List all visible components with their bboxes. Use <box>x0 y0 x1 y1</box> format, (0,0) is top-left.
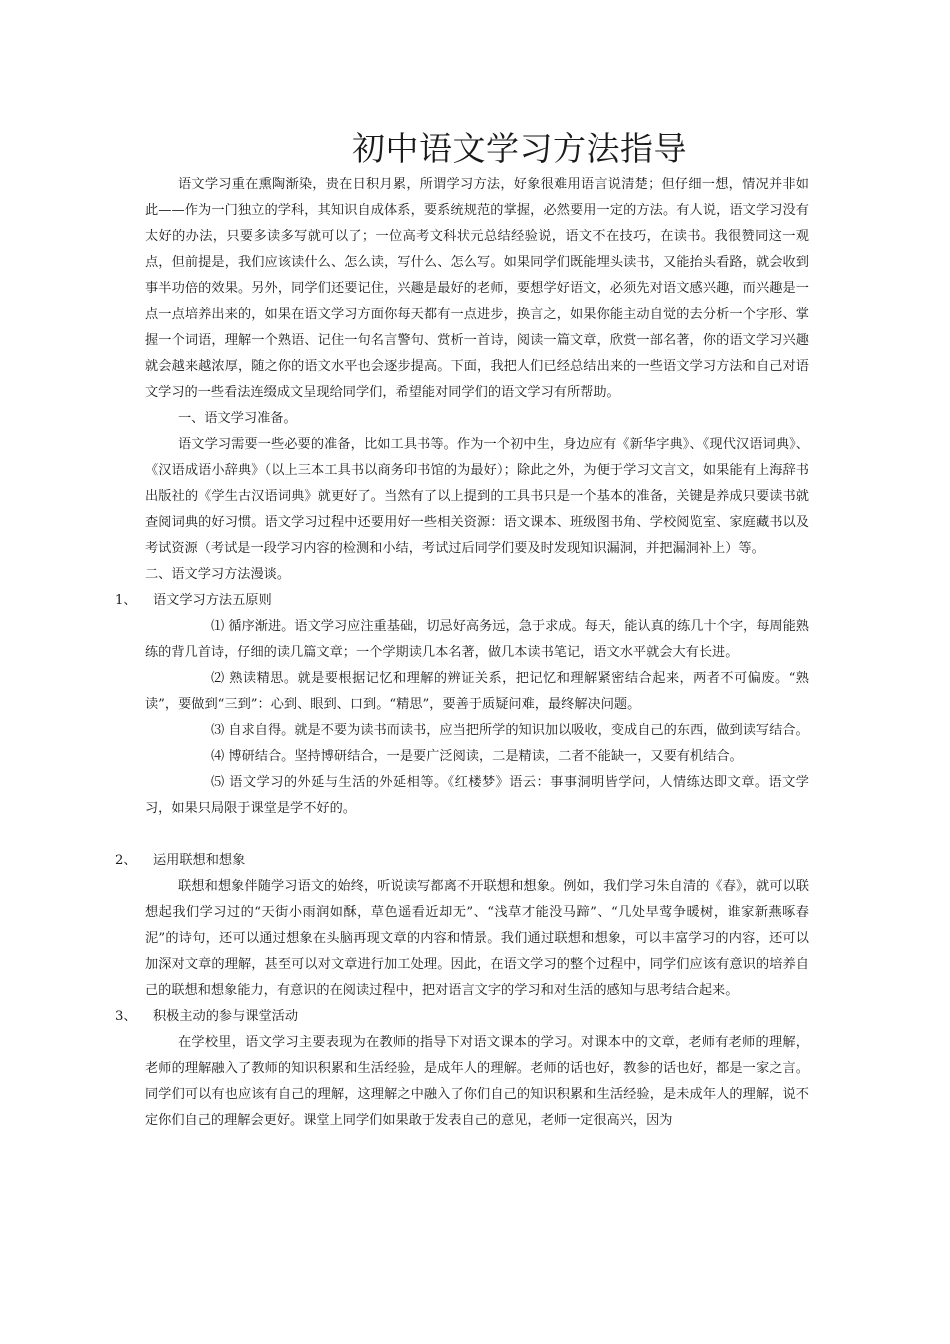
principle-1: ⑴ 循序渐进。语文学习应注重基础，切忌好高务远，急于求成。每天，能认真的练几十个字，每周能熟练的背几首诗，仔细的读几篇文章；一个学期读几本名著，做几本读书笔记，语文水平就会大有长进。 <box>145 619 809 660</box>
principle-4: ⑷ 博研结合。坚持博研结合，一是要广泛阅读，二是精读，二者不能缺一，又要有机结合。 <box>211 749 743 764</box>
principle-3: ⑶ 自求自得。就是不要为读书而读书，应当把所学的知识加以吸收，变成自己的东西，做到读写结合。 <box>211 723 809 738</box>
item2-heading-row <box>115 848 809 874</box>
item2-number: 2、 <box>115 853 137 868</box>
item2-paragraph: 联想和想象伴随学习语文的始终，听说读写都离不开联想和想象。例如，我们学习朱自清的《春》，就可以联想起我们学习过的“天街小雨润如酥，草色遥看近却无”、“浅草才能没马蹄”、“几处早莺争暖树，谁家新燕啄春泥”的诗句，还可以通过想象在头脑再现文章的内容和情景。我们通过联想和想象，可以丰富学习的内容，还可以加深对文章的理解，甚至可以对文章进行加工处理。因此，在语文学习的整个过程中，同学们应该有意识的培养自己的联想和想象能力，有意识的在阅读过程中，把对语言文字的学习和对生活的感知与思考结合起来。 <box>145 879 809 998</box>
section2-heading: 二、语文学习方法漫谈。 <box>145 567 291 582</box>
section1-heading: 一、语文学习准备。 <box>178 411 297 426</box>
document-page <box>115 126 809 1134</box>
item3-number: 3、 <box>115 1009 137 1024</box>
item3-heading-row <box>115 1004 809 1030</box>
item3-heading: 积极主动的参与课堂活动 <box>153 1009 299 1024</box>
item2-heading: 运用联想和想象 <box>153 853 246 868</box>
item1-number: 1、 <box>115 593 137 608</box>
intro-paragraph: 语文学习重在熏陶渐染，贵在日积月累，所谓学习方法，好象很难用语言说清楚；但仔细一想，情况并非如此——作为一门独立的学科，其知识自成体系，要系统规范的掌握，必然要用一定的方法。有人说，语文学习没有太好的办法，只要多读多写就可以了；一位高考文科状元总结经验说，语文不在技巧，在读书。我很赞同这一观点，但前提是，我们应该读什么、怎么读，写什么、怎么写。如果同学们既能埋头读书，又能抬头看路，就会收到事半功倍的效果。另外，同学们还要记住，兴趣是最好的老师，要想学好语文，必须先对语文感兴趣，而兴趣是一点一点培养出来的，如果在语文学习方面你每天都有一点进步，换言之，如果你能主动自觉的去分析一个字形、掌握一个词语，理解一个熟语、记住一句名言警句、赏析一首诗，阅读一篇文章，欣赏一部名著，你的语文学习兴趣就会越来越浓厚，随之你的语文水平也会逐步提高。下面，我把人们已经总结出来的一些语文学习方法和自己对语文学习的一些看法连缀成文呈现给同学们，希望能对同学们的语文学习有所帮助。 <box>145 177 809 400</box>
principle-2: ⑵ 熟读精思。就是要根据记忆和理解的辨证关系，把记忆和理解紧密结合起来，两者不可偏废。“熟读”，要做到“三到”：心到、眼到、口到。“精思”，要善于质疑问难，最终解决问题。 <box>145 671 809 712</box>
item1-heading: 语文学习方法五原则 <box>153 593 272 608</box>
item3-paragraph: 在学校里，语文学习主要表现为在教师的指导下对语文课本的学习。对课本中的文章，老师有老师的理解，老师的理解融入了教师的知识积累和生活经验，是成年人的理解。老师的话也好，教参的话也好，都是一家之言。同学们可以有也应该有自己的理解，这理解之中融入了你们自己的知识积累和生活经验，是未成年人的理解，说不定你们自己的理解会更好。课堂上同学们如果敢于发表自己的意见，老师一定很高兴，因为 <box>145 1035 809 1128</box>
section1-paragraph: 语文学习需要一些必要的准备，比如工具书等。作为一个初中生，身边应有《新华字典》、《现代汉语词典》、《汉语成语小辞典》（以上三本工具书以商务印书馆的为最好）；除此之外，为便于学习文言文，如果能有上海辞书出版社的《学生古汉语词典》就更好了。当然有了以上提到的工具书只是一个基本的准备，关键是养成只要读书就查阅词典的好习惯。语文学习过程中还要用好一些相关资源：语文课本、班级图书角、学校阅览室、家庭藏书以及考试资源（考试是一段学习内容的检测和小结，考试过后同学们要及时发现知识漏洞，并把漏洞补上）等。 <box>145 437 809 556</box>
page-title: 初中语文学习方法指导 <box>352 129 687 168</box>
spacer <box>145 822 809 848</box>
item1-heading-row <box>115 588 809 614</box>
principle-5: ⑸ 语文学习的外延与生活的外延相等。《红楼梦》语云：事事洞明皆学问，人情练达即文章。语文学习，如果只局限于课堂是学不好的。 <box>145 775 809 816</box>
